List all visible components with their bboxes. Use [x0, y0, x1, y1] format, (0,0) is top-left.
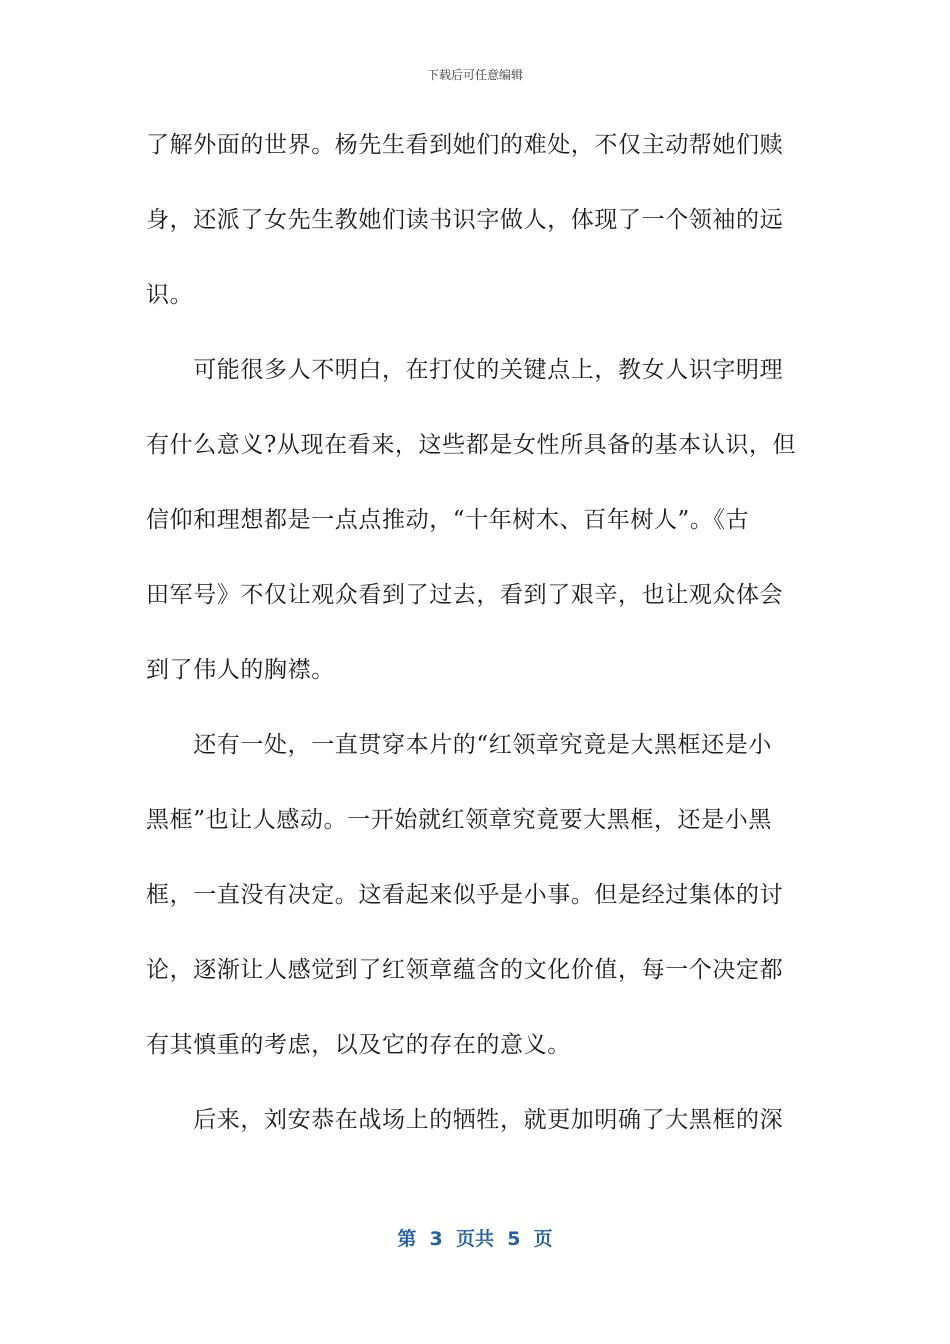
text-line: 还有一处，一直贯穿本片的“红领章究竟是大黑框还是小 [146, 732, 772, 758]
page-header: 下载后可任意编辑 [426, 68, 523, 82]
text-line: 论，逐渐让人感觉到了红领章蕴含的文化价值，每一个决定都 [146, 957, 784, 983]
page-number-footer: 第 3 页共 5 页 [397, 1228, 553, 1250]
text-line: 有什么意义?从现在看来，这些都是女性所具备的基本认识，但 [146, 432, 797, 458]
text-line: 有其慎重的考虑，以及它的存在的意义。 [146, 1032, 571, 1058]
text-line: 到了伟人的胸襟。 [146, 657, 335, 683]
body-text [146, 120, 806, 1170]
text-line: 黑框”也让人感动。一开始就红领章究竟要大黑框，还是小黑 [146, 807, 772, 833]
text-line: 识。 [146, 282, 194, 308]
text-line: 后来，刘安恭在战场上的牺牲，就更加明确了大黑框的深 [146, 1107, 784, 1133]
text-line: 身，还派了女先生教她们读书识字做人，体现了一个领袖的远 [146, 207, 784, 233]
text-line: 信仰和理想都是一点点推动，“十年树木、百年树人”。《古 [146, 507, 750, 533]
text-line: 田军号》不仅让观众看到了过去，看到了艰辛，也让观众体会 [146, 582, 784, 608]
text-line: 框，一直没有决定。这看起来似乎是小事。但是经过集体的讨 [146, 882, 784, 908]
text-line: 了解外面的世界。杨先生看到她们的难处，不仅主动帮她们赎 [146, 132, 784, 158]
text-line: 可能很多人不明白，在打仗的关键点上，教女人识字明理 [146, 357, 784, 383]
